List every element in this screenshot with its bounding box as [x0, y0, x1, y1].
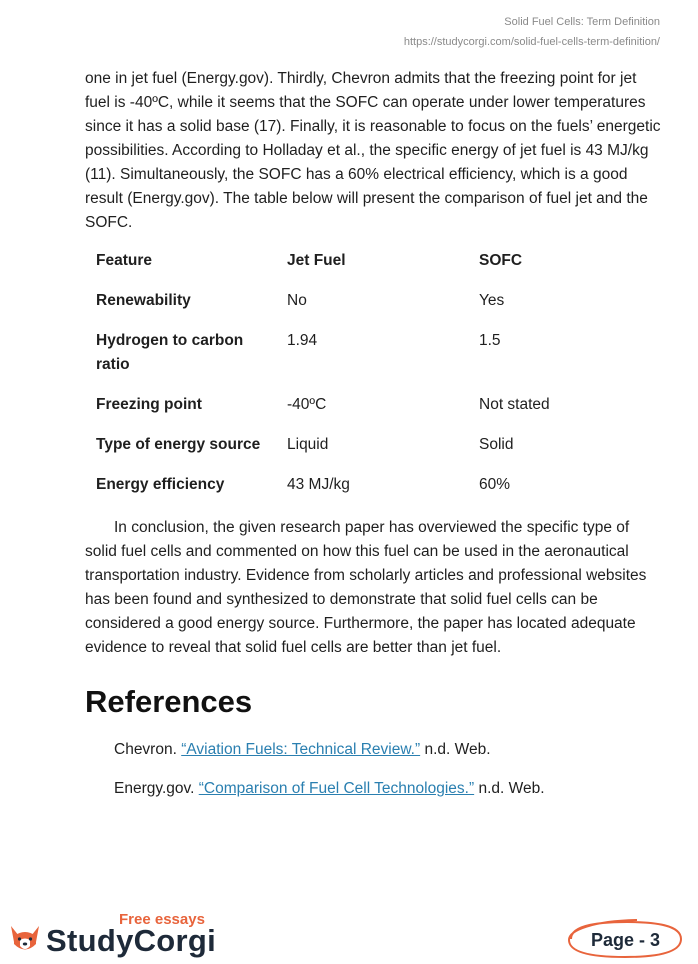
table-cell: 60%: [479, 476, 511, 493]
table-header-cell: SOFC: [479, 252, 523, 269]
table-cell-feature: Energy efficiency: [96, 476, 225, 493]
reference-suffix: n.d. Web.: [420, 741, 491, 758]
table-cell: 43 MJ/kg: [287, 476, 350, 493]
header-title: Solid Fuel Cells: Term Definition: [504, 16, 660, 28]
logo-brand-name: StudyCorgi: [46, 923, 217, 958]
table-row: [85, 468, 661, 508]
reference-suffix: n.d. Web.: [474, 780, 545, 797]
header-url: https://studycorgi.com/solid-fuel-cells-term-definition/: [403, 36, 660, 48]
table-cell: -40ºC: [287, 396, 327, 413]
reference-author: Energy.gov.: [114, 780, 199, 797]
references-heading: References: [85, 684, 253, 719]
reference-author: Chevron.: [114, 741, 182, 758]
document-body: [85, 67, 661, 816]
table-header-cell: Jet Fuel: [287, 252, 346, 269]
table-row: [85, 388, 661, 428]
logo-tagline: Free essays: [119, 911, 205, 928]
table-cell-feature: Type of energy source: [96, 436, 261, 453]
reference-item: [114, 738, 661, 762]
table-header-row: [85, 244, 661, 284]
table-cell: Liquid: [287, 436, 329, 453]
table-cell: Yes: [479, 292, 505, 309]
table-cell: 1.94: [287, 332, 318, 349]
conclusion-paragraph: In conclusion, the given research paper has overviewed the specific type of solid fuel cells and commented on how this fuel can be used in the aeronautical transportation industry. Evidence from scholarly articles and professional websites has been found and synthesized to demonstrate that solid fuel cells can be considered a good energy source. Furthermore, the paper has located adequate evidence to reveal that solid fuel cells are better than jet fuel.: [85, 519, 647, 656]
table-cell-feature: Freezing point: [96, 396, 202, 413]
page-number: Page - 3: [591, 930, 661, 950]
reference-link-aviation-fuels[interactable]: “Aviation Fuels: Technical Review.”: [181, 741, 421, 758]
table-row: [85, 324, 661, 388]
table-header-cell: Feature: [96, 252, 152, 269]
comparison-table: [85, 244, 661, 508]
table-cell: Not stated: [479, 396, 550, 413]
page-header: [404, 12, 660, 52]
intro-paragraph: one in jet fuel (Energy.gov). Thirdly, Chevron admits that the freezing point for jet fuel is -40ºC, while it seems that the SOFC can operate under lower temperatures since it has a solid base (17). Finally, it is reasonable to focus on the fuels’ energetic possibilities. According to Holladay et al., the specific energy of jet fuel is 43 MJ/kg (11). Simultaneously, the SOFC has a 60% electrical efficiency, which is a good result (Energy.gov). The table below will present the comparison of fuel jet and the SOFC.: [85, 70, 661, 231]
corgi-logo-icon: [8, 922, 42, 956]
table-cell: Solid: [479, 436, 514, 453]
table-cell: 1.5: [479, 332, 501, 349]
table-cell: No: [287, 292, 307, 309]
table-cell-feature: Renewability: [96, 292, 191, 309]
table-row: [85, 284, 661, 324]
reference-link-fuel-cell-technologies[interactable]: “Comparison of Fuel Cell Technologies.”: [198, 780, 475, 797]
table-cell-feature: Hydrogen to carbon ratio: [96, 332, 244, 373]
reference-item: [114, 777, 661, 801]
table-row: [85, 428, 661, 468]
